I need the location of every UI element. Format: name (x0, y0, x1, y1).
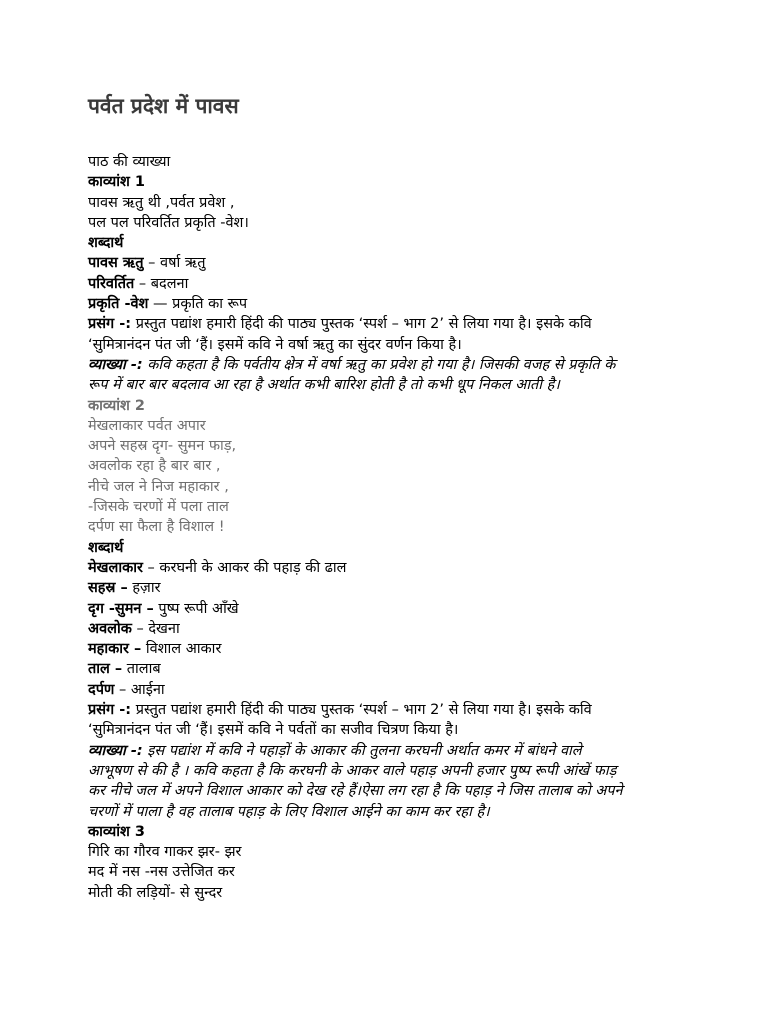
word-meaning: – बदलना (134, 275, 189, 292)
poem-line: पल पल परिवर्तित प्रकृति -वेश। (88, 214, 249, 231)
word-term: दृग -सुमन – (88, 600, 154, 617)
word-meaning-row (88, 659, 760, 679)
prasang-label: प्रसंग -: (88, 316, 132, 333)
word-term: परिवर्तित (88, 275, 135, 292)
word-meaning: – करघनी के आकर की पहाड़ की ढाल (142, 559, 347, 576)
word-meaning-row (88, 578, 760, 598)
word-term: पावस ऋतु (88, 255, 144, 272)
vyakhya-line (88, 355, 760, 375)
word-term: महाकार – (88, 641, 142, 658)
subtitle: पाठ की व्याख्या (88, 154, 171, 170)
vyakhya-line: कर नीचे जल में अपने विशाल आकार को देख रहे हैं।ऐसा लग रहा है कि पहाड़ ने जिस तालाब को अपने (88, 783, 623, 800)
prasang-line (88, 700, 760, 720)
word-meaning: हज़ार (127, 580, 161, 597)
word-meaning: – आईना (114, 681, 165, 698)
word-meaning: – देखना (131, 620, 180, 637)
shabdarth-heading: शब्दार्थ (88, 235, 124, 252)
poem-line: मेखलाकार पर्वत अपार (88, 417, 206, 434)
word-meaning: विशाल आकार (141, 641, 222, 658)
poem-line: अपने सहस्र दृग- सुमन फाड़, (88, 438, 237, 455)
vyakhya-line: रूप में बार बार बदलाव आ रहा है अर्थात कभी बारिश होती है तो कभी धूप निकल आती है। (88, 377, 560, 394)
word-meaning: पुष्प रूपी आँखे (153, 600, 239, 617)
word-meaning: – वर्षा ऋतु (143, 255, 206, 272)
poem-line: पावस ऋतु थी ,पर्वत प्रवेश , (88, 194, 235, 211)
vyakhya-text: कवि कहता है कि पर्वतीय क्षेत्र में वर्षा ऋतु का प्रवेश हो गया है। जिसकी वजह से प्रकृति के (142, 356, 616, 373)
vyakhya-line: चरणों में पाला है वह तालाब पहाड़ के लिए विशाल आईने का काम कर रहा है। (88, 803, 490, 820)
poem-line: नीचे जल ने निज महाकार , (88, 478, 229, 495)
word-meaning: तालाब (122, 661, 161, 678)
word-term: अवलोक (88, 620, 132, 637)
prasang-line: ‘सुमित्रानंदन पंत जी ‘हैं। इसमें कवि ने वर्षा ऋतु का सुंदर वर्णन किया है। (88, 336, 462, 353)
poem-line: गिरि का गौरव गाकर झर- झर (88, 844, 242, 861)
word-meaning-row (88, 599, 760, 619)
prasang-line (88, 314, 760, 334)
word-meaning-row (88, 619, 760, 639)
word-term: दर्पण (88, 681, 115, 698)
word-meaning-row (88, 680, 760, 700)
prasang-line: ‘सुमित्रानंदन पंत जी ‘हैं। इसमें कवि ने पर्वतों का सजीव चित्रण किया है। (88, 722, 459, 739)
word-meaning-row (88, 558, 760, 578)
word-meaning-row (88, 294, 760, 314)
vyakhya-label: व्याख्या -: (88, 356, 143, 373)
prasang-text: प्रस्तुत पद्यांश हमारी हिंदी की पाठ्य पुस्तक ‘स्पर्श – भाग 2’ से लिया गया है। इसके कवि (131, 316, 592, 333)
poem-line: -जिसके चरणों में पला ताल (88, 499, 229, 516)
word-meaning-row (88, 639, 760, 659)
word-term: प्रकृति -वेश (88, 296, 149, 313)
word-term: ताल – (88, 661, 123, 678)
word-meaning: — प्रकृति का रूप (148, 296, 248, 313)
vyakhya-line: आभूषण से की है । कवि कहता है कि करघनी के आकर वाले पहाड़ अपनी हजार पुष्प रूपी आंखें फाड़ (88, 762, 617, 779)
prasang-text: प्रस्तुत पद्यांश हमारी हिंदी की पाठ्य पुस्तक ‘स्पर्श – भाग 2’ से लिया गया है। इसके कवि (131, 702, 592, 719)
word-meaning-row (88, 253, 760, 273)
vyakhya-text: इस पद्यांश में कवि ने पहाड़ों के आकार की तुलना करघनी अर्थात कमर में बांधने वाले (142, 742, 582, 759)
page-title: पर्वत प्रदेश में पावस (88, 94, 239, 118)
poem-line: मद में नस -नस उत्तेजित कर (88, 864, 235, 881)
vyakhya-line (88, 741, 760, 761)
vyakhya-label: व्याख्या -: (88, 742, 143, 759)
word-term: सहस्र – (88, 580, 128, 597)
prasang-label: प्रसंग -: (88, 702, 132, 719)
poem-line: मोती की लड़ियों- से सुन्दर (88, 884, 223, 901)
poem-line: अवलोक रहा है बार बार , (88, 458, 221, 475)
kavyansh-2-heading: काव्यांश 2 (88, 397, 146, 414)
poem-line: दर्पण सा फैला है विशाल ! (88, 519, 225, 536)
word-meaning-row (88, 274, 760, 294)
kavyansh-1-heading: काव्यांश 1 (88, 174, 146, 191)
word-term: मेखलाकार (88, 559, 143, 576)
document-body (88, 152, 760, 903)
shabdarth-heading: शब्दार्थ (88, 539, 124, 556)
kavyansh-3-heading: काव्यांश 3 (88, 823, 146, 840)
